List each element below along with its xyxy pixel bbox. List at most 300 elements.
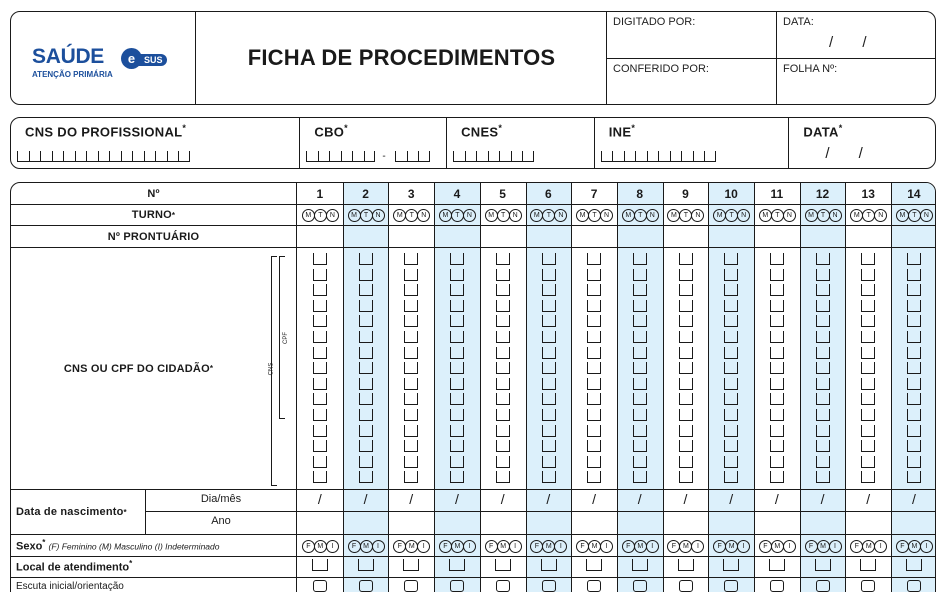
sexo-option-i[interactable]: I — [874, 540, 887, 553]
sexo-option-m[interactable]: M — [771, 540, 784, 553]
cns-cpf-digit-box[interactable] — [861, 456, 875, 468]
cns-cpf-digit-box[interactable] — [496, 315, 510, 327]
cns-cpf-digit-box[interactable] — [404, 440, 418, 452]
cns-cpf-digit-box[interactable] — [542, 362, 556, 374]
turno-option-n[interactable]: N — [874, 209, 887, 222]
cns-cpf-digit-box[interactable] — [542, 253, 556, 265]
cns-cpf-digit-box[interactable] — [724, 269, 738, 281]
cns-cpf-digit-box[interactable] — [770, 315, 784, 327]
cnes-field[interactable] — [447, 118, 595, 168]
escuta-checkbox[interactable] — [587, 580, 601, 592]
cns-cpf-digit-box[interactable] — [816, 269, 830, 281]
cns-cpf-digit-box[interactable] — [587, 269, 601, 281]
cns-cpf-digit-box[interactable] — [542, 269, 556, 281]
cns-cpf-digit-box[interactable] — [861, 253, 875, 265]
cns-cpf-digit-box[interactable] — [359, 471, 373, 483]
cns-cpf-digit-box[interactable] — [861, 331, 875, 343]
cns-cpf-digit-box[interactable] — [587, 284, 601, 296]
local-atendimento-box[interactable] — [723, 559, 739, 571]
cns-cpf-digit-box[interactable] — [359, 284, 373, 296]
cns-cpf-digit-box[interactable] — [679, 253, 693, 265]
sexo-option-f[interactable]: F — [622, 540, 635, 553]
turno-options[interactable] — [571, 207, 617, 223]
cns-cpf-digit-box[interactable] — [359, 253, 373, 265]
cns-cpf-digit-box[interactable] — [313, 284, 327, 296]
cns-cpf-digit-box[interactable] — [816, 456, 830, 468]
cns-cpf-digit-box[interactable] — [907, 378, 921, 390]
cns-cpf-digit-box[interactable] — [861, 347, 875, 359]
sexo-option-f[interactable]: F — [439, 540, 452, 553]
cns-cpf-digit-box[interactable] — [770, 393, 784, 405]
cns-cpf-digit-box[interactable] — [633, 393, 647, 405]
sexo-option-m[interactable]: M — [314, 540, 327, 553]
cns-cpf-digit-box[interactable] — [679, 300, 693, 312]
cns-cpf-digit-box[interactable] — [633, 269, 647, 281]
cns-cpf-digit-box[interactable] — [587, 362, 601, 374]
sexo-option-f[interactable]: F — [348, 540, 361, 553]
cns-cpf-digit-box[interactable] — [496, 409, 510, 421]
sexo-option-i[interactable]: I — [509, 540, 522, 553]
turno-option-m[interactable]: M — [805, 209, 818, 222]
digit-box[interactable] — [465, 151, 477, 162]
turno-option-m[interactable]: M — [713, 209, 726, 222]
cns-cpf-digit-box[interactable] — [496, 331, 510, 343]
escuta-checkbox[interactable] — [907, 580, 921, 592]
cns-cpf-digit-box[interactable] — [450, 269, 464, 281]
sexo-options[interactable] — [388, 538, 434, 554]
turno-option-t[interactable]: T — [679, 209, 692, 222]
cns-cpf-digit-box[interactable] — [496, 378, 510, 390]
cns-cpf-digit-box[interactable] — [450, 362, 464, 374]
cns-cpf-digit-box[interactable] — [587, 440, 601, 452]
folha-field[interactable] — [777, 59, 936, 105]
cns-cpf-digit-box[interactable] — [496, 440, 510, 452]
digit-box[interactable] — [635, 151, 647, 162]
cns-cpf-digit-box[interactable] — [404, 425, 418, 437]
turno-option-m[interactable]: M — [622, 209, 635, 222]
cns-profissional-field[interactable] — [11, 118, 300, 168]
sexo-option-f[interactable]: F — [530, 540, 543, 553]
sexo-option-f[interactable]: F — [713, 540, 726, 553]
digit-box[interactable] — [499, 151, 511, 162]
cns-cpf-digit-box[interactable] — [907, 425, 921, 437]
sexo-option-f[interactable]: F — [759, 540, 772, 553]
cns-cpf-digit-box[interactable] — [633, 315, 647, 327]
cns-cpf-digit-box[interactable] — [313, 315, 327, 327]
turno-option-m[interactable]: M — [759, 209, 772, 222]
digit-box[interactable] — [476, 151, 488, 162]
cns-cpf-digit-box[interactable] — [633, 300, 647, 312]
cns-cpf-digit-box[interactable] — [679, 315, 693, 327]
digit-box[interactable] — [601, 151, 613, 162]
cns-cpf-digit-box[interactable] — [861, 284, 875, 296]
turno-option-t[interactable]: T — [405, 209, 418, 222]
data-field[interactable] — [777, 12, 936, 59]
conferido-por-field[interactable] — [607, 59, 777, 105]
dia-mes-slash[interactable]: / — [592, 491, 596, 507]
cns-cpf-digit-box[interactable] — [679, 331, 693, 343]
cns-cpf-digit-box[interactable] — [587, 331, 601, 343]
digit-box[interactable] — [704, 151, 716, 162]
cns-cpf-digit-box[interactable] — [313, 331, 327, 343]
local-atendimento-box[interactable] — [906, 559, 922, 571]
dia-mes-slash[interactable]: / — [729, 491, 734, 507]
cns-cpf-digit-box[interactable] — [816, 409, 830, 421]
turno-options[interactable] — [891, 207, 936, 223]
turno-option-m[interactable]: M — [530, 209, 543, 222]
cns-cpf-digit-box[interactable] — [816, 440, 830, 452]
sexo-options[interactable] — [343, 538, 389, 554]
cns-cpf-digit-box[interactable] — [633, 378, 647, 390]
cnes-digit-boxes[interactable] — [453, 151, 534, 162]
digit-box[interactable] — [144, 151, 156, 162]
cns-cpf-digit-box[interactable] — [359, 331, 373, 343]
cns-cpf-digit-box[interactable] — [587, 471, 601, 483]
dia-mes-slash[interactable]: / — [546, 491, 551, 507]
digit-box[interactable] — [681, 151, 693, 162]
digit-box[interactable] — [511, 151, 523, 162]
cns-cpf-digit-box[interactable] — [359, 378, 373, 390]
dia-mes-slash[interactable]: / — [866, 491, 871, 507]
turno-option-t[interactable]: T — [451, 209, 464, 222]
cns-cpf-digit-box[interactable] — [770, 284, 784, 296]
cns-cpf-digit-box[interactable] — [770, 331, 784, 343]
cns-cpf-digit-box[interactable] — [359, 362, 373, 374]
cns-cpf-digit-box[interactable] — [861, 378, 875, 390]
sexo-option-m[interactable]: M — [908, 540, 921, 553]
cns-cpf-digit-box[interactable] — [542, 425, 556, 437]
dia-mes-slash[interactable]: / — [774, 491, 779, 507]
turno-option-m[interactable]: M — [896, 209, 909, 222]
cns-cpf-digit-box[interactable] — [633, 284, 647, 296]
cns-cpf-digit-box[interactable] — [907, 315, 921, 327]
escuta-checkbox[interactable] — [313, 580, 327, 592]
cns-cpf-digit-box[interactable] — [770, 425, 784, 437]
local-atendimento-box[interactable] — [678, 559, 694, 571]
cns-cpf-digit-box[interactable] — [770, 300, 784, 312]
digit-box[interactable] — [329, 151, 341, 162]
digitado-por-field[interactable] — [607, 12, 777, 59]
sexo-options[interactable] — [571, 538, 617, 554]
cns-cpf-digit-box[interactable] — [450, 378, 464, 390]
turno-option-t[interactable]: T — [634, 209, 647, 222]
turno-options[interactable] — [800, 207, 846, 223]
local-atendimento-box[interactable] — [541, 559, 557, 571]
sexo-option-i[interactable]: I — [463, 540, 476, 553]
sexo-option-m[interactable]: M — [862, 540, 875, 553]
turno-options[interactable] — [754, 207, 800, 223]
turno-option-n[interactable]: N — [554, 209, 567, 222]
escuta-checkbox[interactable] — [542, 580, 556, 592]
digit-box[interactable] — [132, 151, 144, 162]
cns-cpf-digit-box[interactable] — [313, 347, 327, 359]
cns-cpf-digit-box[interactable] — [633, 253, 647, 265]
sexo-option-m[interactable]: M — [405, 540, 418, 553]
sexo-options[interactable] — [754, 538, 800, 554]
cns-cpf-digit-box[interactable] — [587, 393, 601, 405]
dia-mes-slash[interactable]: / — [683, 491, 688, 507]
escuta-checkbox[interactable] — [770, 580, 784, 592]
cns-cpf-digit-box[interactable] — [542, 284, 556, 296]
dia-mes-slash[interactable]: / — [454, 491, 459, 507]
turno-options[interactable] — [663, 207, 709, 223]
cns-cpf-digit-box[interactable] — [404, 378, 418, 390]
cns-cpf-digit-box[interactable] — [542, 393, 556, 405]
local-atendimento-box[interactable] — [312, 559, 328, 571]
cns-cpf-digit-box[interactable] — [450, 393, 464, 405]
cns-cpf-digit-box[interactable] — [450, 425, 464, 437]
sexo-option-m[interactable]: M — [497, 540, 510, 553]
turno-option-t[interactable]: T — [314, 209, 327, 222]
turno-options[interactable] — [617, 207, 663, 223]
cns-cpf-digit-box[interactable] — [542, 347, 556, 359]
turno-option-n[interactable]: N — [417, 209, 430, 222]
turno-option-m[interactable]: M — [485, 209, 498, 222]
cns-cpf-digit-box[interactable] — [724, 440, 738, 452]
dia-mes-slash[interactable]: / — [317, 491, 322, 507]
cns-cpf-digit-box[interactable] — [861, 471, 875, 483]
cns-cpf-digit-box[interactable] — [724, 284, 738, 296]
escuta-checkbox[interactable] — [450, 580, 464, 592]
cns-cpf-digit-box[interactable] — [496, 253, 510, 265]
cns-cpf-digit-box[interactable] — [679, 471, 693, 483]
sexo-options[interactable] — [845, 538, 891, 554]
escuta-checkbox[interactable] — [724, 580, 738, 592]
turno-option-n[interactable]: N — [737, 209, 750, 222]
sexo-option-m[interactable]: M — [679, 540, 692, 553]
cns-cpf-digit-box[interactable] — [404, 300, 418, 312]
cns-cpf-digit-box[interactable] — [450, 284, 464, 296]
cns-cpf-digit-box[interactable] — [313, 253, 327, 265]
cns-cpf-digit-box[interactable] — [907, 300, 921, 312]
digit-box[interactable] — [98, 151, 110, 162]
sexo-option-m[interactable]: M — [817, 540, 830, 553]
sexo-option-f[interactable]: F — [896, 540, 909, 553]
cns-cpf-digit-box[interactable] — [907, 284, 921, 296]
sexo-option-i[interactable]: I — [326, 540, 339, 553]
sexo-options[interactable] — [708, 538, 754, 554]
cns-cpf-digit-box[interactable] — [816, 331, 830, 343]
ine-field[interactable] — [595, 118, 790, 168]
sexo-options[interactable] — [526, 538, 572, 554]
cns-cpf-digit-box[interactable] — [404, 456, 418, 468]
cns-cpf-digit-box[interactable] — [404, 347, 418, 359]
local-atendimento-box[interactable] — [815, 559, 831, 571]
sexo-option-m[interactable]: M — [542, 540, 555, 553]
escuta-checkbox[interactable] — [861, 580, 875, 592]
cns-cpf-digit-box[interactable] — [861, 425, 875, 437]
turno-option-n[interactable]: N — [463, 209, 476, 222]
cns-cpf-digit-box[interactable] — [679, 440, 693, 452]
cns-cpf-digit-box[interactable] — [861, 409, 875, 421]
local-atendimento-box[interactable] — [449, 559, 465, 571]
band-data-field[interactable] — [789, 118, 935, 168]
turno-options[interactable] — [388, 207, 434, 223]
cns-cpf-digit-box[interactable] — [907, 269, 921, 281]
turno-option-n[interactable]: N — [783, 209, 796, 222]
digit-box[interactable] — [52, 151, 64, 162]
cns-cpf-digit-box[interactable] — [633, 347, 647, 359]
cns-cpf-digit-box[interactable] — [404, 362, 418, 374]
cns-digit-boxes[interactable] — [17, 151, 190, 162]
cns-cpf-digit-box[interactable] — [587, 409, 601, 421]
cns-cpf-digit-box[interactable] — [724, 253, 738, 265]
turno-option-m[interactable]: M — [850, 209, 863, 222]
cns-cpf-digit-box[interactable] — [633, 362, 647, 374]
turno-option-t[interactable]: T — [817, 209, 830, 222]
cns-cpf-digit-box[interactable] — [359, 409, 373, 421]
turno-options[interactable] — [434, 207, 480, 223]
sexo-option-i[interactable]: I — [417, 540, 430, 553]
cns-cpf-digit-box[interactable] — [496, 471, 510, 483]
cns-cpf-digit-box[interactable] — [359, 440, 373, 452]
dia-mes-slash[interactable]: / — [500, 491, 505, 507]
cns-cpf-digit-box[interactable] — [861, 393, 875, 405]
cns-cpf-digit-box[interactable] — [907, 253, 921, 265]
digit-box[interactable] — [29, 151, 41, 162]
cns-cpf-digit-box[interactable] — [359, 315, 373, 327]
cns-cpf-digit-box[interactable] — [633, 425, 647, 437]
cns-cpf-digit-box[interactable] — [359, 347, 373, 359]
cns-cpf-digit-box[interactable] — [770, 409, 784, 421]
digit-box[interactable] — [86, 151, 98, 162]
digit-box[interactable] — [522, 151, 534, 162]
cns-cpf-digit-box[interactable] — [770, 269, 784, 281]
cns-cpf-digit-box[interactable] — [816, 284, 830, 296]
cns-cpf-digit-box[interactable] — [404, 331, 418, 343]
cns-cpf-digit-box[interactable] — [907, 471, 921, 483]
cns-cpf-digit-box[interactable] — [587, 347, 601, 359]
cns-cpf-digit-box[interactable] — [450, 300, 464, 312]
turno-option-m[interactable]: M — [439, 209, 452, 222]
sexo-options[interactable] — [480, 538, 526, 554]
cns-cpf-digit-box[interactable] — [679, 378, 693, 390]
cns-cpf-digit-box[interactable] — [404, 253, 418, 265]
cns-cpf-digit-box[interactable] — [313, 471, 327, 483]
turno-option-m[interactable]: M — [393, 209, 406, 222]
turno-option-t[interactable]: T — [771, 209, 784, 222]
cns-cpf-digit-box[interactable] — [907, 347, 921, 359]
digit-box[interactable] — [167, 151, 179, 162]
digit-box[interactable] — [109, 151, 121, 162]
turno-option-t[interactable]: T — [725, 209, 738, 222]
cns-cpf-digit-box[interactable] — [816, 471, 830, 483]
turno-option-t[interactable]: T — [862, 209, 875, 222]
sexo-option-m[interactable]: M — [634, 540, 647, 553]
sexo-option-f[interactable]: F — [576, 540, 589, 553]
cns-cpf-digit-box[interactable] — [679, 362, 693, 374]
sexo-options[interactable] — [297, 538, 343, 554]
digit-box[interactable] — [453, 151, 465, 162]
sexo-option-f[interactable]: F — [393, 540, 406, 553]
sexo-option-i[interactable]: I — [783, 540, 796, 553]
digit-box[interactable] — [121, 151, 133, 162]
cns-cpf-digit-box[interactable] — [313, 269, 327, 281]
cns-cpf-digit-box[interactable] — [679, 393, 693, 405]
turno-option-m[interactable]: M — [348, 209, 361, 222]
local-atendimento-box[interactable] — [358, 559, 374, 571]
cns-cpf-digit-box[interactable] — [313, 440, 327, 452]
cns-cpf-digit-box[interactable] — [404, 315, 418, 327]
sexo-options[interactable] — [617, 538, 663, 554]
cns-cpf-digit-box[interactable] — [633, 456, 647, 468]
digit-box[interactable] — [40, 151, 52, 162]
digit-box[interactable] — [624, 151, 636, 162]
cns-cpf-digit-box[interactable] — [724, 347, 738, 359]
cns-cpf-digit-box[interactable] — [679, 456, 693, 468]
digit-box[interactable] — [418, 151, 430, 162]
cns-cpf-digit-box[interactable] — [404, 409, 418, 421]
cns-cpf-digit-box[interactable] — [770, 362, 784, 374]
cns-cpf-digit-box[interactable] — [816, 393, 830, 405]
sexo-options[interactable] — [891, 538, 936, 554]
turno-option-n[interactable]: N — [691, 209, 704, 222]
cns-cpf-digit-box[interactable] — [816, 253, 830, 265]
cns-cpf-digit-box[interactable] — [724, 300, 738, 312]
cns-cpf-digit-box[interactable] — [724, 315, 738, 327]
cns-cpf-digit-box[interactable] — [404, 269, 418, 281]
dia-mes-slash[interactable]: / — [637, 491, 642, 507]
cns-cpf-digit-box[interactable] — [450, 456, 464, 468]
cns-cpf-digit-box[interactable] — [816, 315, 830, 327]
dia-mes-slash[interactable]: / — [911, 491, 916, 507]
cns-cpf-digit-box[interactable] — [450, 471, 464, 483]
cns-cpf-digit-box[interactable] — [313, 409, 327, 421]
digit-box[interactable] — [670, 151, 682, 162]
local-atendimento-box[interactable] — [495, 559, 511, 571]
cns-cpf-digit-box[interactable] — [724, 425, 738, 437]
cns-cpf-digit-box[interactable] — [404, 393, 418, 405]
cns-cpf-digit-box[interactable] — [679, 269, 693, 281]
cns-cpf-digit-box[interactable] — [724, 471, 738, 483]
cns-cpf-digit-box[interactable] — [861, 362, 875, 374]
digit-box[interactable] — [352, 151, 364, 162]
turno-option-t[interactable]: T — [588, 209, 601, 222]
cns-cpf-digit-box[interactable] — [679, 347, 693, 359]
cns-cpf-digit-box[interactable] — [450, 253, 464, 265]
turno-options[interactable] — [526, 207, 572, 223]
digit-box[interactable] — [395, 151, 407, 162]
cns-cpf-digit-box[interactable] — [770, 378, 784, 390]
cns-cpf-digit-box[interactable] — [724, 393, 738, 405]
cns-cpf-digit-box[interactable] — [587, 300, 601, 312]
digit-box[interactable] — [155, 151, 167, 162]
digit-box[interactable] — [306, 151, 318, 162]
cns-cpf-digit-box[interactable] — [496, 425, 510, 437]
cns-cpf-digit-box[interactable] — [770, 456, 784, 468]
cns-cpf-digit-box[interactable] — [861, 315, 875, 327]
sexo-option-i[interactable]: I — [372, 540, 385, 553]
turno-options[interactable] — [480, 207, 526, 223]
turno-option-m[interactable]: M — [576, 209, 589, 222]
cns-cpf-digit-box[interactable] — [404, 284, 418, 296]
local-atendimento-box[interactable] — [632, 559, 648, 571]
digit-box[interactable] — [178, 151, 190, 162]
cbo-digit-boxes-b[interactable] — [395, 151, 430, 162]
cns-cpf-digit-box[interactable] — [359, 393, 373, 405]
sexo-option-f[interactable]: F — [302, 540, 315, 553]
cns-cpf-digit-box[interactable] — [816, 425, 830, 437]
cns-cpf-digit-box[interactable] — [907, 409, 921, 421]
cns-cpf-digit-box[interactable] — [679, 284, 693, 296]
turno-option-t[interactable]: T — [908, 209, 921, 222]
cns-cpf-digit-box[interactable] — [724, 362, 738, 374]
turno-option-t[interactable]: T — [360, 209, 373, 222]
cns-cpf-digit-box[interactable] — [587, 253, 601, 265]
cns-cpf-digit-box[interactable] — [907, 440, 921, 452]
cns-cpf-digit-box[interactable] — [587, 425, 601, 437]
cns-cpf-digit-box[interactable] — [816, 300, 830, 312]
